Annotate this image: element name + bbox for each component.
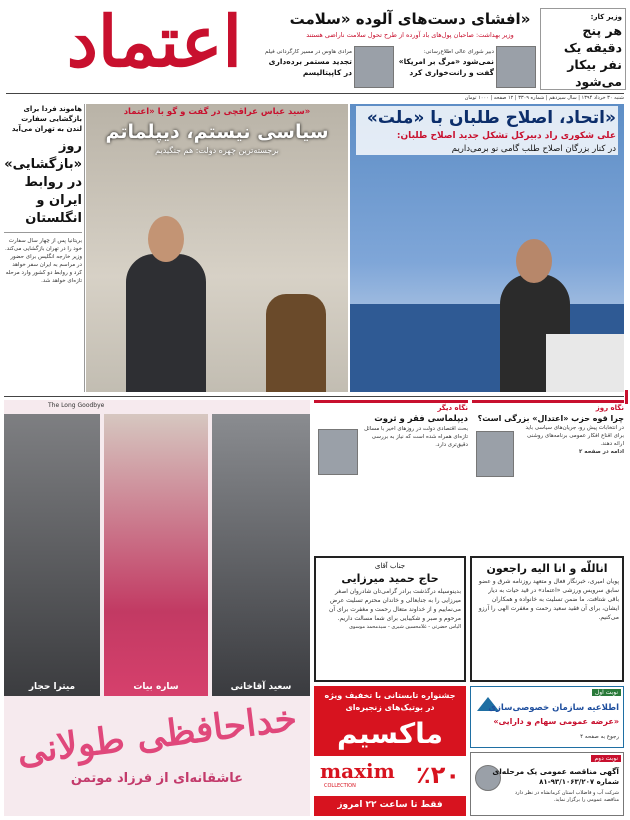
condolence-left-name: حاج حمید میرزایی (341, 572, 439, 585)
teaser-right[interactable] (396, 44, 536, 90)
teaser-right-photo (496, 46, 536, 88)
teaser-left-headline: تجدید مستمر برده‌داری در کاپیتالیسم (268, 57, 352, 77)
ad-tender-number: شماره ۹۳/۱۰۶۳/۲۰۷-۸۱ (539, 778, 619, 786)
lead-middle-deck: برجسته‌ترین چهره دولت: هم جنگیدیم (155, 146, 279, 155)
ad-privatization[interactable] (470, 686, 624, 748)
condolence-left-signature: الیاس حضرتی - غلامحسین شیری - سیدمحمد موسوی (349, 624, 461, 630)
left-column[interactable] (4, 104, 82, 392)
teaser-right-kicker: دبیر شورای عالی اطلاع‌رسانی: (423, 49, 494, 55)
left-column-kicker: هاموند فردا برای بازگشایی سفارت لندن به تهران می‌آید (11, 105, 82, 133)
top-subhead: وزیر بهداشت: صاحبان پول‌های باد آورده از طرح تحول سلامت ناراضی هستند (306, 31, 514, 39)
maxim-brand-fa: ماکسیم (336, 717, 443, 750)
side-headline: هر پنج دقیقه یک نفر بیکار می‌شود (563, 23, 622, 89)
speaker-head (516, 239, 552, 283)
film-title-fa: خداحافظی طولانی (14, 697, 300, 773)
film-poster-left (4, 414, 100, 696)
teaser-left[interactable] (258, 44, 394, 90)
lead-right-deck: در کنار بزرگان اصلاح طلب گامی نو برمی‌داریم (356, 143, 618, 155)
ad-tender[interactable] (470, 752, 624, 816)
lead-middle-text[interactable] (90, 106, 344, 157)
dateline: شنبه ۳۰ خرداد ۱۳۹۴ | سال سیزدهم | شماره ۳۳۰۹ | ۱۲ صفحه | ۱۰۰۰ تومان (464, 95, 624, 101)
top-headline-area[interactable] (286, 8, 534, 40)
condolence-right-heading: اناللّه و انا الیه راجعون (486, 562, 608, 575)
left-column-headline: روز «بازگشایی» در روابط ایران و انگلستان (4, 139, 82, 226)
teaser-left-photo (354, 46, 394, 88)
person-figure (126, 254, 206, 392)
cast-name-2: ساره بیات (133, 682, 179, 692)
film-title-en: The Long Goodbye (48, 402, 105, 409)
lead-right-headline: «اتحاد، اصلاح طلبان با «ملت» (356, 106, 618, 130)
film-ad[interactable] (4, 400, 310, 816)
ad-tender-body: شرکت آب و فاضلاب استان کرمانشاه در نظر دارد مناقصه عمومی را برگزار نماید. (514, 790, 619, 803)
condolence-left-body: بدینوسیله درگذشت برادر گرامی‌تان شادروان اصغر میرزایی را به جنابعالی و خاندان محترم تسلیت عرض می‌نماییم و از خداوند متعال رحمت و مغفرت برای آن مرحوم و صبر و شکیبایی برای شما مسالت داریم. (328, 588, 461, 622)
left-column-rule (84, 104, 85, 392)
column-view-body: در انتخابات پیش رو، جریان‌های سیاسی باید برای اقناع افکار عمومی برنامه‌های روشنی ارائه دهند. (525, 425, 624, 447)
cast-name-3: میترا حجار (28, 682, 76, 692)
podium-paper (546, 334, 624, 392)
lead-middle-headline: سیاسی نیستم، دیپلماتم (105, 121, 329, 143)
chair-figure (266, 294, 326, 392)
ad-tender-title: آگهی مناقصه عمومی یک مرحله‌ای (492, 767, 619, 776)
maxim-percent: ٪۲۰ (416, 761, 460, 789)
ad-privatization-subtitle: «عرضه عمومی سهام و دارایی» (493, 717, 619, 726)
ad-maxim[interactable] (314, 686, 466, 816)
maxim-brand-en: maxim (320, 759, 395, 783)
column-note-headline: دیپلماسی فقر و ثروت (374, 414, 468, 424)
person-head (148, 216, 184, 262)
maxim-brand-sub: COLLECTION (324, 783, 356, 789)
condolence-right-body: پویان امیری، خبرنگار فعال و متعهد روزنامه شرق و عضو سابق سرویس ورزشی «اعتماد» در قید حیات به دیار باقی شتافت. ما ضمن تسلیت به خانواده و همکاران ایشان، برای آن فقید سعید رحمت و مغفرت الهی را آرزو می‌کنیم. (478, 578, 619, 621)
column-view-more[interactable]: ادامه در صفحه ۲ (579, 449, 624, 455)
fold-marker (625, 390, 628, 404)
film-poster-right (212, 414, 310, 696)
fold-rule (4, 396, 624, 397)
logo[interactable] (6, 0, 246, 88)
cast-name-1: سعید آقاخانی (230, 682, 292, 692)
teaser-right-headline: نمی‌شود «مرگ بر امریکا» گفت و رانت‌خواری کرد (398, 57, 494, 77)
column-view-headline: چرا قوه حزب «اعتدال» بزرگی است؟ (477, 414, 624, 423)
maxim-line1: جشنواره تابستانی با تخفیف ویژه (324, 691, 456, 700)
column-view-tag: نگاه روز (595, 404, 624, 412)
ad-privatization-tag: نوبت اول (592, 689, 621, 696)
column-note-tag: نگاه دیگر (437, 404, 468, 412)
column-view[interactable] (472, 400, 624, 553)
side-headline-box[interactable] (540, 8, 626, 90)
top-headline: افشای دست‌های آلوده «سلامت» (289, 10, 531, 28)
maxim-line2: در بوتیک‌های زنجیره‌ای (345, 703, 435, 712)
left-column-body: بریتانیا پس از چهار سال سفارت خود را در تهران بازگشایی می‌کند. وزیر خارجه انگلیس برای حضور در مراسم به ایران سفر خواهد کرد و روابط دو کشور وارد مرحله تازه‌ای خواهد شد. (4, 238, 82, 284)
lead-right-text[interactable] (356, 106, 618, 155)
condolence-left[interactable] (314, 556, 466, 682)
teaser-left-kicker: مرادی هاوس در مسیر کارگردانی فیلم (264, 49, 352, 55)
film-poster-middle (104, 414, 208, 696)
lead-right-subhead: علی شکوری راد دبیرکل تشکل جدید اصلاح طلبان: (356, 130, 618, 143)
logo-text: اعتماد (66, 0, 242, 83)
ad-privatization-title: اطلاعیه سازمان خصوصی‌سازی (488, 703, 619, 713)
maxim-footer: فقط تا ساعت ۲۲ امروز (337, 800, 443, 810)
lead-middle-kicker: سید عباس عراقچی در گفت و گو با «اعتماد» (123, 107, 311, 117)
column-view-photo (476, 431, 514, 477)
column-note[interactable] (314, 400, 468, 553)
condolence-left-heading: جناب آقای (374, 562, 406, 570)
ad-tender-tag: نوبت دوم (591, 755, 621, 762)
column-note-photo (318, 429, 358, 475)
ad-privatization-more[interactable]: رجوع به صفحه ۴ (580, 734, 619, 740)
column-note-body: بحث اقتصادی دولت در روزهای اخیر با مسائل تازه‌ای همراه شده است که نیاز به بررسی دقیق‌تری دارد. (364, 426, 468, 448)
condolence-right[interactable] (470, 556, 624, 682)
side-headline-kicker: وزیر کار: (590, 13, 622, 21)
film-director-line: عاشقانه‌ای از فرزاد موتمن (70, 771, 244, 786)
